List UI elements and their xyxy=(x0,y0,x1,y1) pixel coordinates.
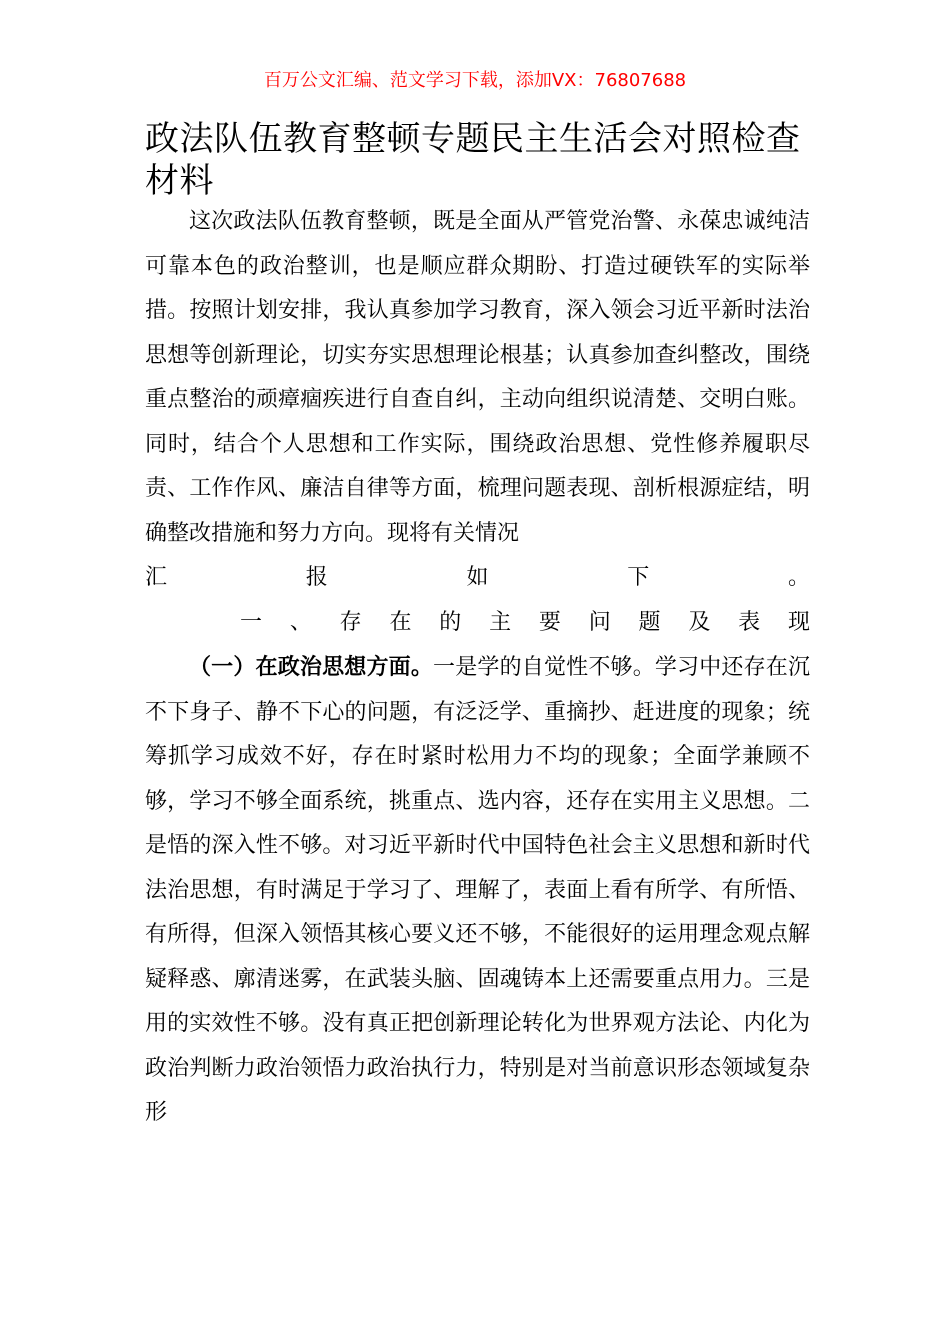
section-heading: 一、存在的主要问题及表现 xyxy=(240,609,810,635)
document-body xyxy=(145,200,810,1136)
intro-paragraph: 这次政法队伍教育整顿，既是全面从严管党治警、永葆忠诚纯洁可靠本色的政治整训，也是顺应群众期盼、打造过硬铁军的实际举措。按照计划安排，我认真参加学习教育，深入领会习近平新时法治思想等创新理论，切实夯实思想理论根基；认真参加查纠整改，围绕重点整治的顽瘴痼疾进行自查自纠，主动向组织说清楚、交明白账。同时，结合个人思想和工作实际，围绕政治思想、党性修养履职尽责、工作作风、廉洁自律等方面，梳理问题表现、剖析根源症结，明确整改措施和努力方向。现将有关情况 xyxy=(145,209,810,546)
document-title: 政法队伍教育整顿专题民主生活会对照检查材料 xyxy=(145,119,801,201)
subsection-label: （一）在政治思想方面。 xyxy=(189,654,434,680)
intro-tail: 汇报如下。 xyxy=(145,565,810,590)
promo-header: 百万公文汇编、范文学习下载，添加VX：76807688 xyxy=(263,70,687,91)
subsection-paragraph xyxy=(145,645,810,1136)
subsection-text: 一是学的自觉性不够。学习中还存在沉不下身子、静不下心的问题，有泛泛学、重摘抄、赶进度的现象；统筹抓学习成效不好，存在时紧时松用力不均的现象；全面学兼顾不够，学习不够全面系统，挑重点、选内容，还存在实用主义思想。二是悟的深入性不够。对习近平新时代中国特色社会主义思想和新时代法治思想，有时满足于学习了、理解了，表面上看有所学、有所悟、有所得，但深入领悟其核心要义还不够，不能很好的运用理念观点解疑释惑、廓清迷雾，在武装头脑、固魂铸本上还需要重点用力。三是用的实效性不够。没有真正把创新理论转化为世界观方法论、内化为政治判断力政治领悟力政治执行力，特别是对当前意识形态领域复杂形 xyxy=(145,655,810,1125)
